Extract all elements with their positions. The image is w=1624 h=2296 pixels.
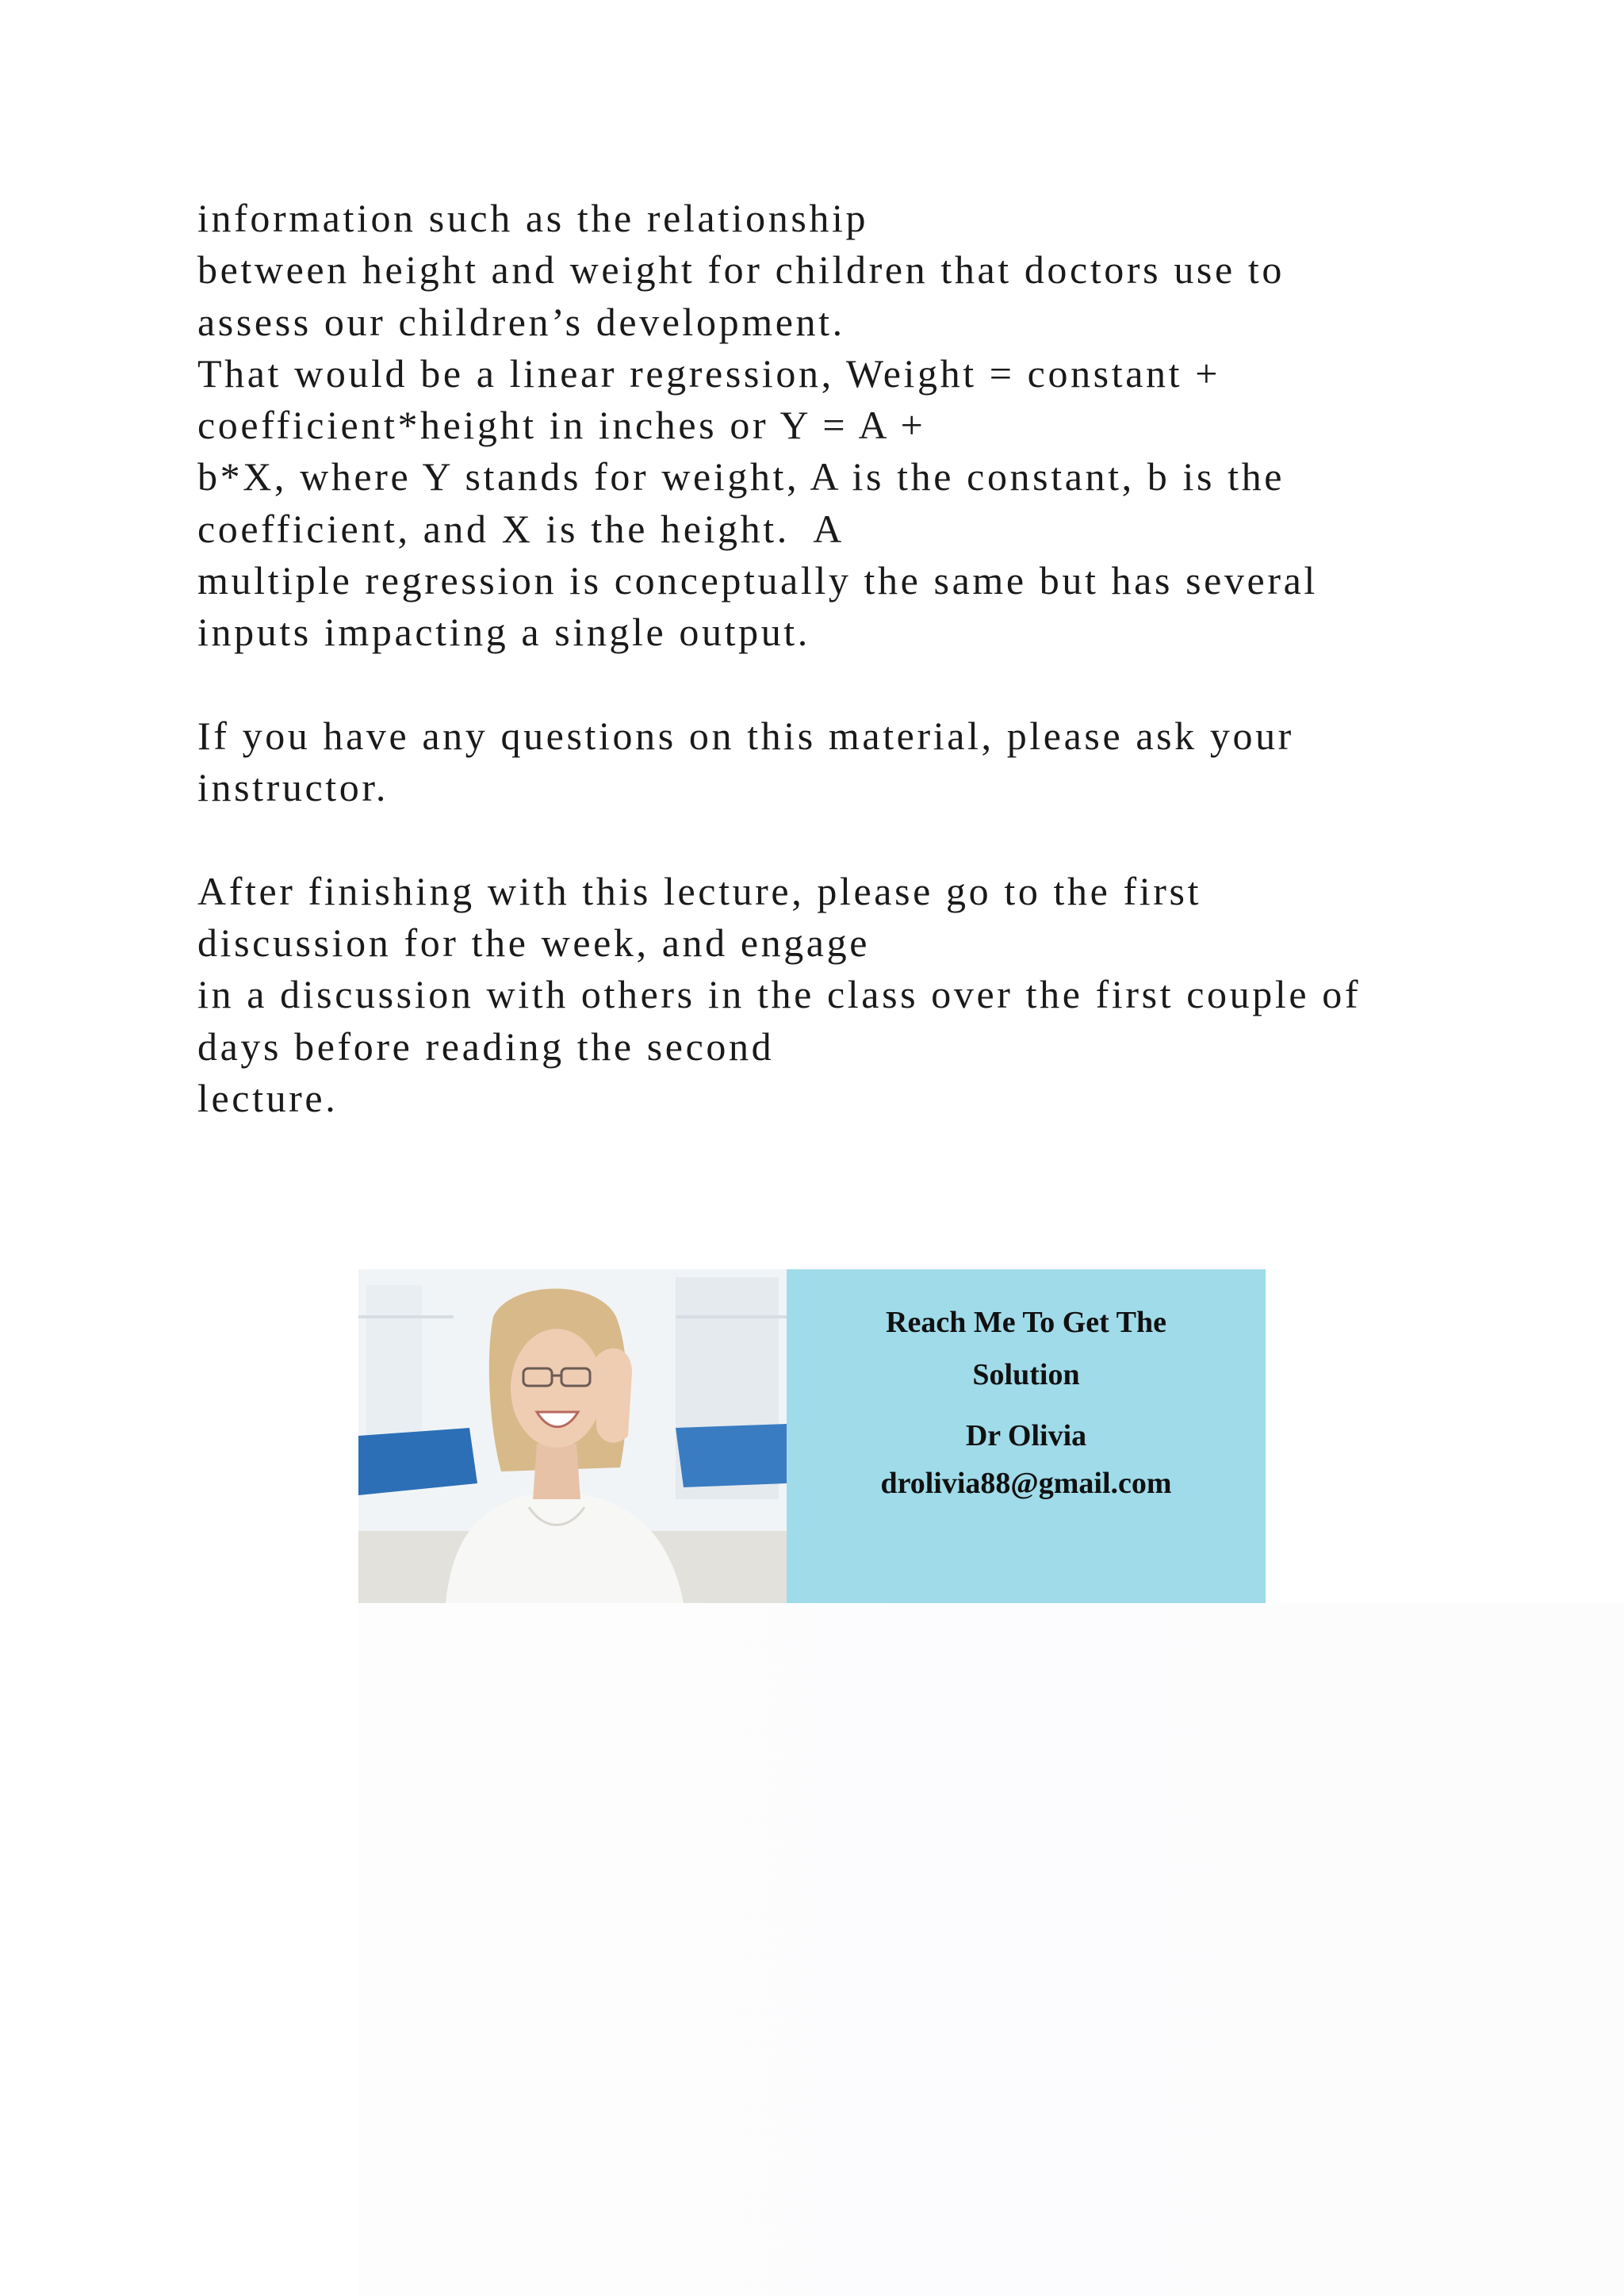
text-line: coefficient*height in inches or Y = A + — [197, 403, 926, 448]
contact-name: Dr Olivia — [965, 1419, 1087, 1452]
text-line: After finishing with this lecture, please go to the first — [197, 868, 1202, 913]
text-line: information such as the relationship — [197, 196, 869, 240]
text-line: coefficient, and X is the height. A — [197, 506, 845, 551]
text-line: in a discussion with others in the class over the first couple of — [197, 972, 1362, 1017]
headline-line: Solution — [972, 1358, 1080, 1391]
contact-panel — [787, 1269, 1266, 1603]
text-line: That would be a linear regression, Weight = constant + — [197, 350, 1221, 396]
text-line: multiple regression is conceptually the same but has several — [197, 558, 1318, 603]
paragraph-gap — [197, 814, 1434, 866]
text-line: assess our children’s development. — [197, 299, 845, 344]
text-line: days before reading the second — [197, 1024, 775, 1069]
text-line: b*X, where Y stands for weight, A is the constant, b is the — [197, 454, 1285, 499]
paragraph-questions — [197, 710, 1434, 814]
document-body — [197, 193, 1434, 1124]
text-line: If you have any questions on this material, please ask your — [197, 713, 1294, 758]
text-line: lecture. — [197, 1076, 339, 1121]
page-background-shade — [358, 1603, 1624, 2296]
contact-banner — [358, 1269, 1266, 1603]
paragraph-gap — [197, 659, 1434, 710]
paragraph-regression-explanation — [197, 193, 1434, 659]
woman-photo — [358, 1269, 787, 1603]
contact-headline — [787, 1296, 1266, 1401]
text-line: discussion for the week, and engage — [197, 920, 870, 966]
paragraph-next-steps — [197, 866, 1434, 1124]
contact-details — [787, 1412, 1266, 1507]
text-line: instructor. — [197, 765, 389, 810]
contact-email[interactable]: drolivia88@gmail.com — [880, 1467, 1172, 1500]
headline-line: Reach Me To Get The — [886, 1306, 1166, 1339]
text-line: between height and weight for children that doctors use to — [197, 247, 1285, 293]
text-line: inputs impacting a single output. — [197, 610, 810, 655]
